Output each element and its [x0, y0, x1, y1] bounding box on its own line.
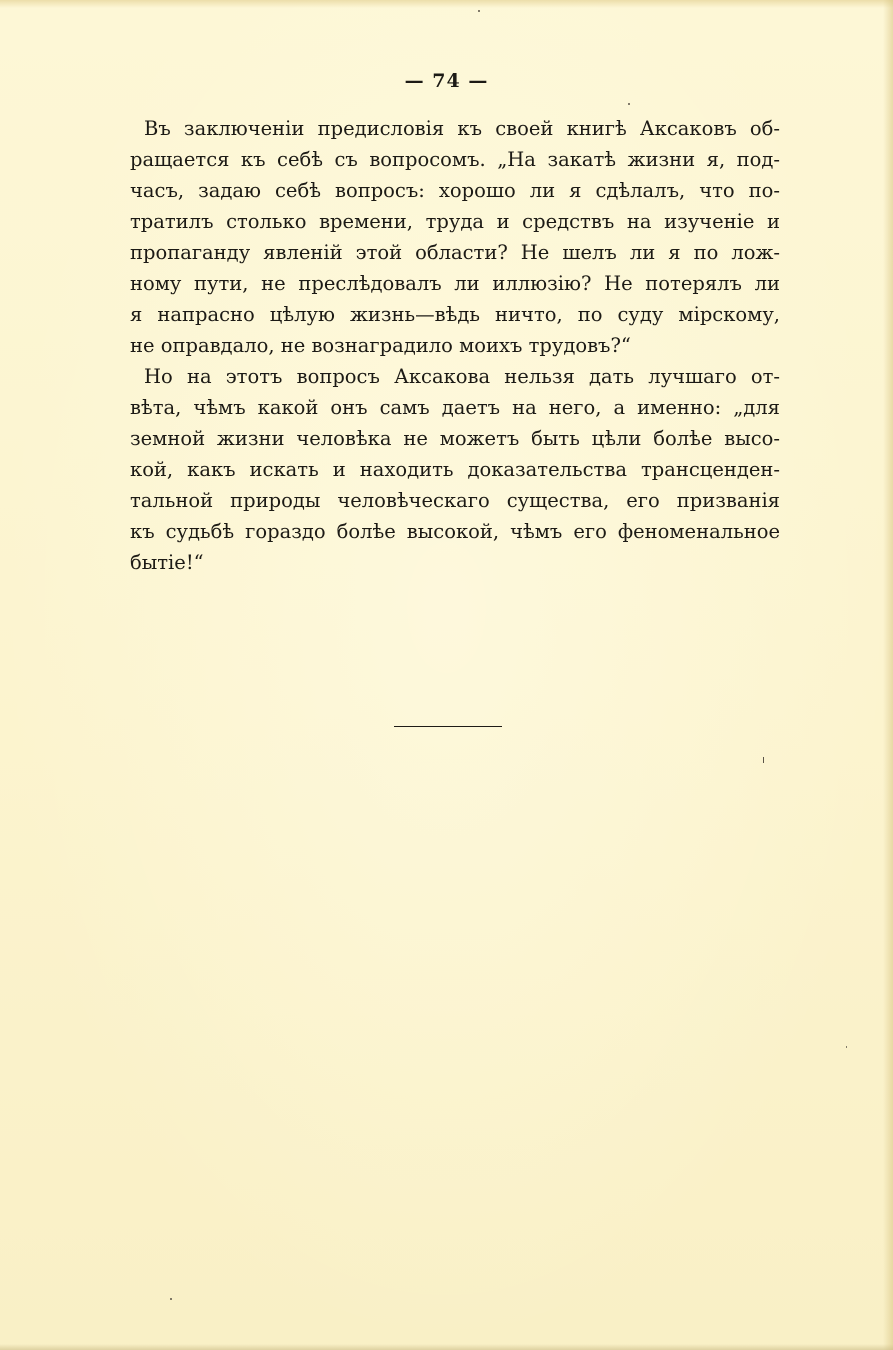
section-end-rule: [394, 726, 502, 727]
body-text: [130, 113, 780, 578]
text-line: Но на этотъ вопросъ Аксакова нельзя дать лучшаго от-: [144, 365, 780, 388]
paper-speck: [628, 103, 630, 105]
text-line: пропаганду явленій этой области? Не шелъ ли я по лож-: [130, 241, 780, 264]
text-line: бытіе!“: [130, 551, 204, 574]
paragraph-2: [130, 361, 780, 578]
text-line: кой, какъ искать и находить доказательства трансценден-: [130, 458, 780, 481]
text-line: тратилъ столько времени, труда и средствъ на изученіе и: [130, 210, 780, 233]
text-line: я напрасно цѣлую жизнь—вѣдь ничто, по суду мірскому,: [130, 303, 780, 326]
text-line: вѣта, чѣмъ какой онъ самъ даетъ на него, а именно: „для: [130, 396, 780, 419]
text-line: къ судьбѣ гораздо болѣе высокой, чѣмъ его феноменальное: [130, 520, 780, 543]
text-line: ращается къ себѣ съ вопросомъ. „На закатѣ жизни я, под-: [130, 148, 780, 171]
page-number: — 74 —: [404, 70, 489, 92]
text-line: часъ, задаю себѣ вопросъ: хорошо ли я сдѣлалъ, что по-: [130, 179, 780, 202]
page-edge-top: [0, 0, 893, 8]
text-line: тальной природы человѣческаго существа, его призванія: [130, 489, 780, 512]
page-edge-bottom: [0, 1344, 893, 1350]
paper-speck: [846, 1046, 847, 1048]
paper-speck: [170, 1298, 172, 1300]
text-line: ному пути, не преслѣдовалъ ли иллюзію? Не потерялъ ли: [130, 272, 780, 295]
text-line: земной жизни человѣка не можетъ быть цѣли болѣе высо-: [130, 427, 780, 450]
paper-speck: [478, 10, 480, 12]
text-line: Въ заключеніи предисловія къ своей книгѣ Аксаковъ об-: [144, 117, 780, 140]
page-edge-right: [883, 0, 893, 1350]
paper-speck: [763, 757, 764, 763]
text-line: не оправдало, не вознаградило моихъ трудовъ?“: [130, 334, 631, 357]
paragraph-1: [130, 113, 780, 361]
